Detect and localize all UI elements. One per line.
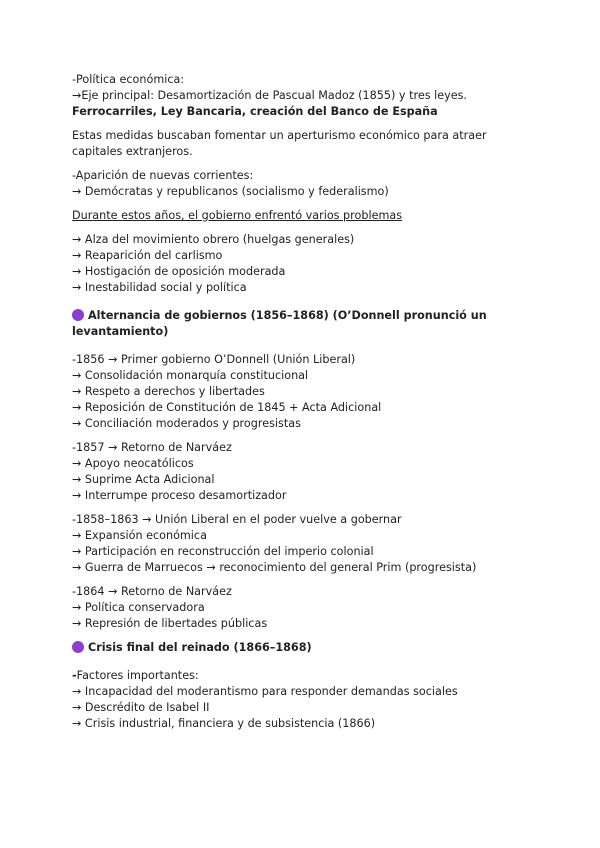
economic-policy-label: -Política económica:	[72, 73, 185, 86]
problem-item: → Inestabilidad social y política	[72, 281, 247, 294]
main-axis-bold: Ferrocarriles, Ley Bancaria, creación del Banco de España	[72, 105, 438, 118]
timeline-item: → Interrumpe proceso desamortizador	[72, 489, 287, 502]
measures-paragraph: Estas medidas buscaban fomentar un aperturismo económico para atraer capitales extranjeros.	[72, 129, 487, 158]
main-axis-text: →Eje principal: Desamortización de Pascual Madoz (1855) y tres leyes.	[72, 89, 467, 102]
section-heading-text: Crisis final del reinado (1866–1868)	[88, 641, 312, 654]
timeline-item: → Participación en reconstrucción del imperio colonial	[72, 545, 374, 558]
timeline-item: → Expansión económica	[72, 529, 207, 542]
problem-item: → Reaparición del carlismo	[72, 249, 223, 262]
problems-heading: Durante estos años, el gobierno enfrentó varios problemas	[72, 209, 403, 222]
timeline-item: → Represión de libertades públicas	[72, 617, 268, 630]
timeline-item: → Respeto a derechos y libertades	[72, 385, 265, 398]
main-axis-paragraph	[72, 88, 528, 120]
factor-item: → Incapacidad del moderantismo para responder demandas sociales	[72, 685, 458, 698]
timeline-item: -1858–1863 → Unión Liberal en el poder vuelve a gobernar	[72, 513, 402, 526]
factors-dash: -	[72, 669, 77, 682]
section-heading-crisis	[72, 640, 528, 656]
factor-item: → Crisis industrial, financiera y de subsistencia (1866)	[72, 717, 376, 730]
timeline-item: → Consolidación monarquía constitucional	[72, 369, 309, 382]
timeline-item: -1857 → Retorno de Narváez	[72, 441, 232, 454]
factors-text: Factores importantes:	[76, 669, 199, 682]
factor-item: → Descrédito de Isabel II	[72, 701, 210, 714]
currents-item: → Demócratas y republicanos (socialismo y federalismo)	[72, 185, 389, 198]
timeline-item: -1864 → Retorno de Narváez	[72, 585, 232, 598]
purple-circle-icon	[72, 641, 84, 653]
section-heading-alternancia	[72, 308, 528, 340]
timeline-item: → Suprime Acta Adicional	[72, 473, 215, 486]
timeline-item: → Política conservadora	[72, 601, 205, 614]
timeline-item: → Apoyo neocatólicos	[72, 457, 194, 470]
timeline-item: → Conciliación moderados y progresistas	[72, 417, 301, 430]
section-heading-text: Alternancia de gobiernos (1856–1868) (O’Donnell pronunció un levantamiento)	[72, 309, 487, 338]
purple-circle-icon	[72, 309, 84, 321]
timeline-item: → Guerra de Marruecos → reconocimiento del general Prim (progresista)	[72, 561, 477, 574]
currents-label: -Aparición de nuevas corrientes:	[72, 169, 254, 182]
timeline-item: → Reposición de Constitución de 1845 + Acta Adicional	[72, 401, 382, 414]
timeline-item: -1856 → Primer gobierno O’Donnell (Unión Liberal)	[72, 353, 356, 366]
problem-item: → Alza del movimiento obrero (huelgas generales)	[72, 233, 355, 246]
problem-item: → Hostigación de oposición moderada	[72, 265, 286, 278]
factors-label	[72, 668, 528, 684]
